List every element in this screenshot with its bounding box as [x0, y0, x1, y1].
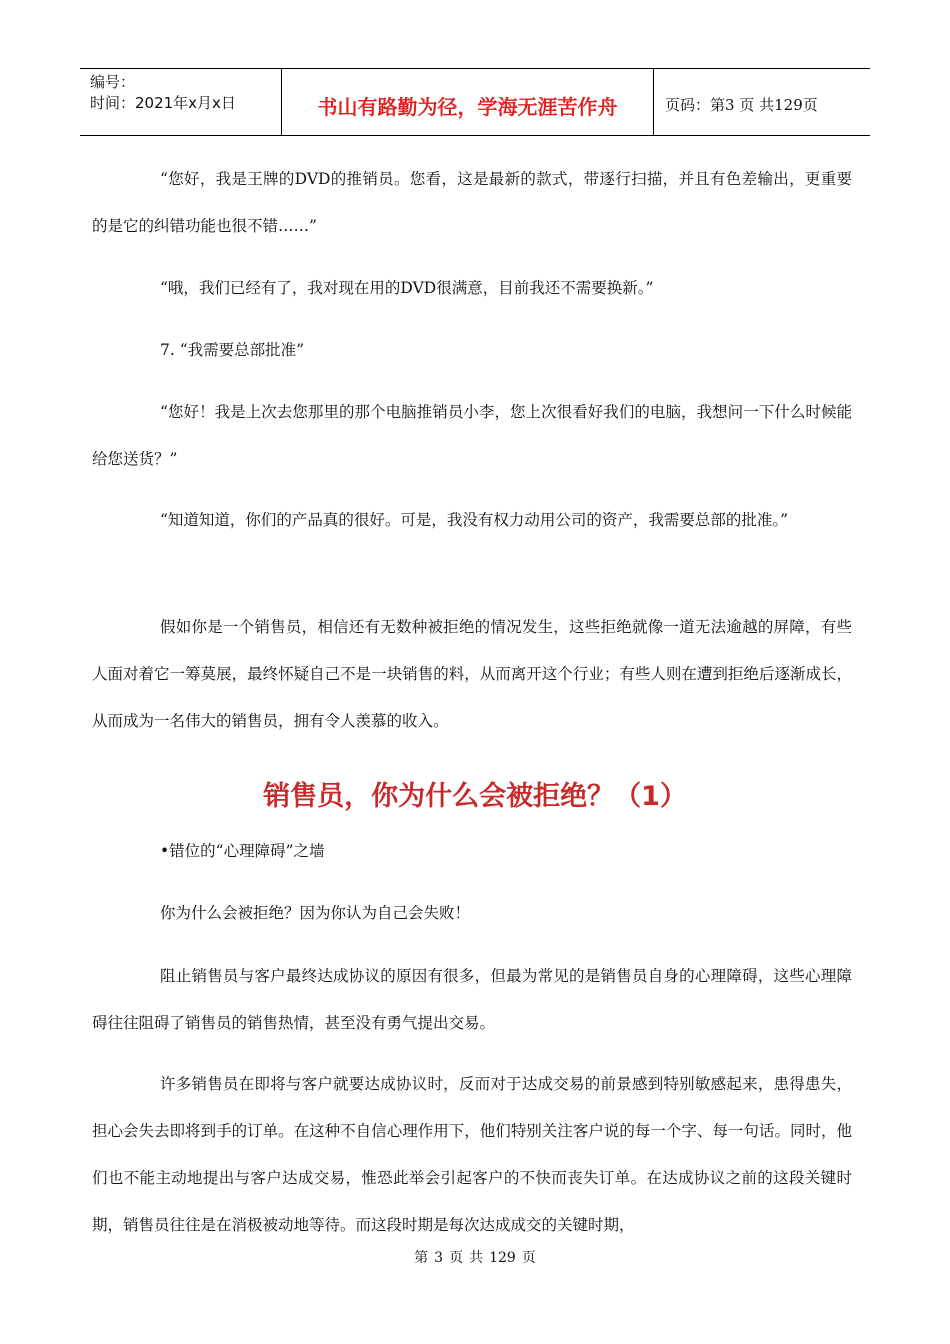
- page-footer: [0, 1247, 950, 1267]
- page-mid: 页 共: [739, 96, 775, 114]
- page-suffix: 页: [802, 96, 818, 114]
- header-left-cell: [80, 69, 281, 135]
- footer-gong: 共: [469, 1250, 484, 1266]
- serial-number-label: 编号：: [90, 73, 136, 91]
- page-total: 129: [774, 96, 803, 114]
- paragraph-question: 你为什么会被拒绝？因为你认为自己会失败！: [160, 904, 471, 922]
- paragraph-heading-7: 7. “我需要总部批准”: [160, 341, 305, 359]
- header-page-cell: [654, 69, 870, 135]
- page-number: 3: [725, 96, 735, 114]
- page-prefix: 页码：第: [665, 96, 726, 114]
- header-motto: 书山有路勤为径，学海无涯苦作舟: [317, 95, 618, 119]
- section-title: 销售员，你为什么会被拒绝？（1）: [263, 781, 687, 812]
- paragraph-anxiety: 许多销售员在即将与客户就要达成协议时，反而对于达成交易的前景感到特别敏感起来，患得患失，担心会失去即将到手的订单。在这种不自信心理作用下，他们特别关注客户说的每一个字、每一句话。同时，他们也不能主动地提出与客户达成交易，惟恐此举会引起客户的不快而丧失订单。在达成协议之前的这段关键时期，销售员往往是在消极被动地等待。而这段时期是每次达成成交的关键时期，: [92, 1075, 852, 1234]
- footer-total-pages: 129: [489, 1250, 516, 1266]
- date-label: 时间：2021年x月x日: [90, 94, 236, 112]
- footer-ye: 页: [449, 1250, 464, 1266]
- paragraph-dvd-reply: “哦，我们已经有了，我对现在用的DVD很满意，目前我还不需要换新。”: [160, 279, 654, 297]
- paragraph-dvd-pitch: “您好，我是王牌的DVD的推销员。您看，这是最新的款式，带逐行扫描，并且有色差输出，更重要的是它的纠错功能也很不错……”: [92, 170, 852, 235]
- footer-di: 第: [414, 1250, 429, 1266]
- paragraph-bullet-heading: •错位的“心理障碍”之墙: [160, 842, 325, 860]
- header-motto-cell: [281, 69, 654, 135]
- paragraph-summary: 假如你是一个销售员，相信还有无数种被拒绝的情况发生，这些拒绝就像一道无法逾越的屏障，有些人面对着它一筹莫展，最终怀疑自己不是一块销售的料，从而离开这个行业；有些人则在遭到拒绝后逐渐成长，从而成为一名伟大的销售员，拥有令人羡慕的收入。: [92, 618, 852, 730]
- paragraph-computer-reply: “知道知道，你们的产品真的很好。可是，我没有权力动用公司的资产，我需要总部的批准。”: [160, 511, 789, 529]
- footer-page-number: 3: [434, 1250, 444, 1266]
- footer-ye-end: 页: [521, 1250, 536, 1266]
- paragraph-obstacles: 阻止销售员与客户最终达成协议的原因有很多，但最为常见的是销售员自身的心理障碍，这些心理障碍往往阻碍了销售员的销售热情，甚至没有勇气提出交易。: [92, 967, 852, 1032]
- page-header: [80, 68, 870, 136]
- paragraph-computer-pitch: “您好！我是上次去您那里的那个电脑推销员小李，您上次很看好我们的电脑，我想问一下什么时候能给您送货？”: [92, 403, 852, 468]
